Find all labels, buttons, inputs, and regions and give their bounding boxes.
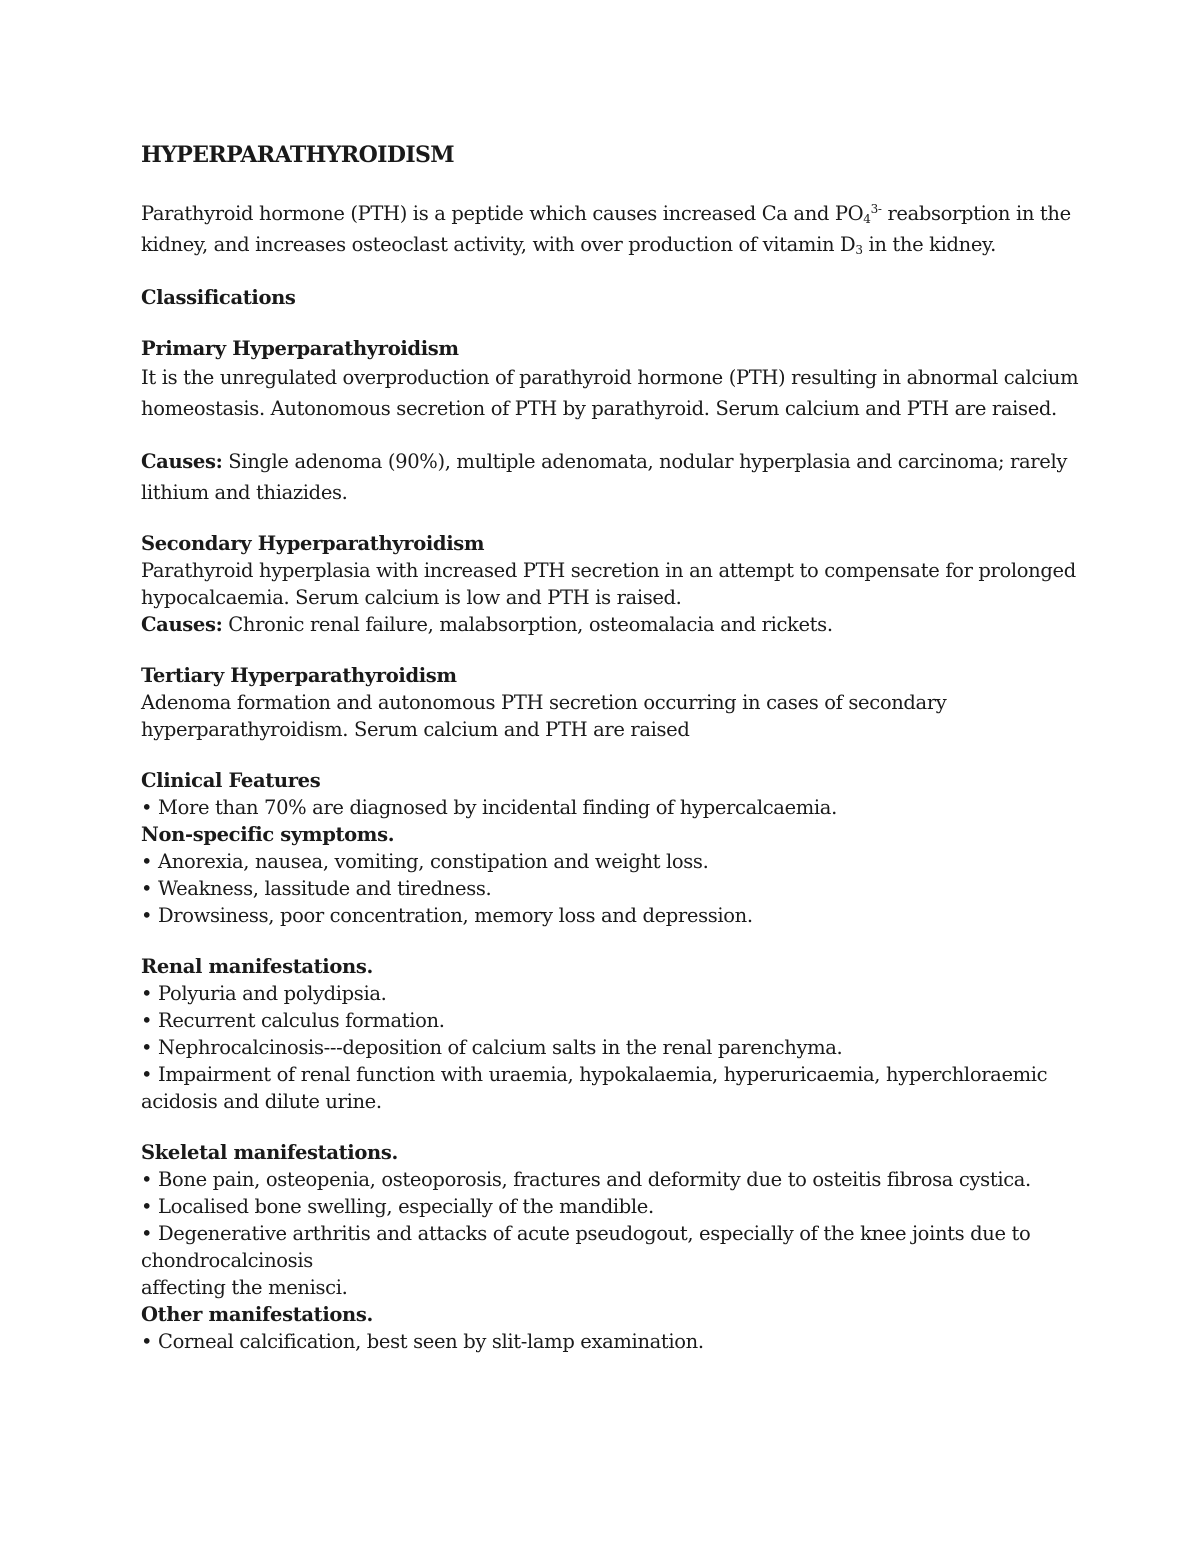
- list-item: • Degenerative arthritis and attacks of acute pseudogout, especially of the knee joints due to chondrocalcinosis: [141, 1222, 1031, 1272]
- list-item: • Polyuria and polydipsia.: [141, 982, 387, 1005]
- tertiary-heading: Tertiary Hyperparathyroidism: [141, 664, 457, 687]
- classifications-heading: Classifications: [141, 286, 296, 309]
- list-item: • Drowsiness, poor concentration, memory loss and depression.: [141, 904, 753, 927]
- list-item: • Anorexia, nausea, vomiting, constipation and weight loss.: [141, 850, 709, 873]
- secondary-causes-label: Causes:: [141, 613, 223, 636]
- primary-causes-label: Causes:: [141, 450, 223, 473]
- primary-heading: Primary Hyperparathyroidism: [141, 337, 459, 360]
- secondary-causes-text: Chronic renal failure, malabsorption, osteomalacia and rickets.: [222, 613, 833, 636]
- list-item: • Nephrocalcinosis---deposition of calcium salts in the renal parenchyma.: [141, 1036, 843, 1059]
- list-item: • Recurrent calculus formation.: [141, 1009, 445, 1032]
- list-item: • More than 70% are diagnosed by incidental finding of hypercalcaemia.: [141, 796, 837, 819]
- renal-heading: Renal manifestations.: [141, 955, 373, 978]
- primary-causes-text: Single adenoma (90%), multiple adenomata, nodular hyperplasia and carcinoma; rarely lithium and thiazides.: [141, 450, 1068, 504]
- nonspecific-heading: Non-specific symptoms.: [141, 823, 395, 846]
- intro-subscript-1: 4: [863, 212, 871, 226]
- skeletal-heading: Skeletal manifestations.: [141, 1141, 398, 1164]
- list-item: • Localised bone swelling, especially of the mandible.: [141, 1195, 654, 1218]
- list-item: • Weakness, lassitude and tiredness.: [141, 877, 492, 900]
- intro-text-2: reabsorption in the kidney, and increases osteoclast activity, with over production of vitamin D: [141, 202, 1071, 256]
- list-item: affecting the menisci.: [141, 1276, 348, 1299]
- primary-causes: [141, 446, 1081, 508]
- list-item: • Bone pain, osteopenia, osteoporosis, fractures and deformity due to osteitis fibrosa cystica.: [141, 1168, 1031, 1191]
- secondary-causes: [141, 611, 1081, 638]
- intro-subscript-2: 3: [855, 243, 863, 257]
- secondary-heading: Secondary Hyperparathyroidism: [141, 532, 485, 555]
- list-item: • Corneal calcification, best seen by slit-lamp examination.: [141, 1330, 704, 1353]
- intro-paragraph: [141, 198, 1081, 260]
- tertiary-body: Adenoma formation and autonomous PTH secretion occurring in cases of secondary hyperparathyroidism. Serum calcium and PTH are raised: [141, 691, 947, 741]
- other-heading: Other manifestations.: [141, 1303, 373, 1326]
- secondary-body: Parathyroid hyperplasia with increased PTH secretion in an attempt to compensate for prolonged hypocalcaemia. Serum calcium is low and PTH is raised.: [141, 559, 1076, 609]
- document-title: HYPERPARATHYROIDISM: [141, 142, 455, 168]
- intro-text-3: in the kidney.: [862, 233, 996, 256]
- clinical-features-heading: Clinical Features: [141, 769, 321, 792]
- list-item: • Impairment of renal function with uraemia, hypokalaemia, hyperuricaemia, hyperchloraemic acidosis and dilute urine.: [141, 1063, 1048, 1113]
- document-page: [141, 140, 1081, 1355]
- intro-text-1: Parathyroid hormone (PTH) is a peptide which causes increased Ca and PO: [141, 202, 864, 225]
- primary-body: It is the unregulated overproduction of parathyroid hormone (PTH) resulting in abnormal calcium homeostasis. Autonomous secretion of PTH by parathyroid. Serum calcium and PTH are raised.: [141, 366, 1079, 420]
- intro-superscript-1: 3-: [870, 202, 882, 216]
